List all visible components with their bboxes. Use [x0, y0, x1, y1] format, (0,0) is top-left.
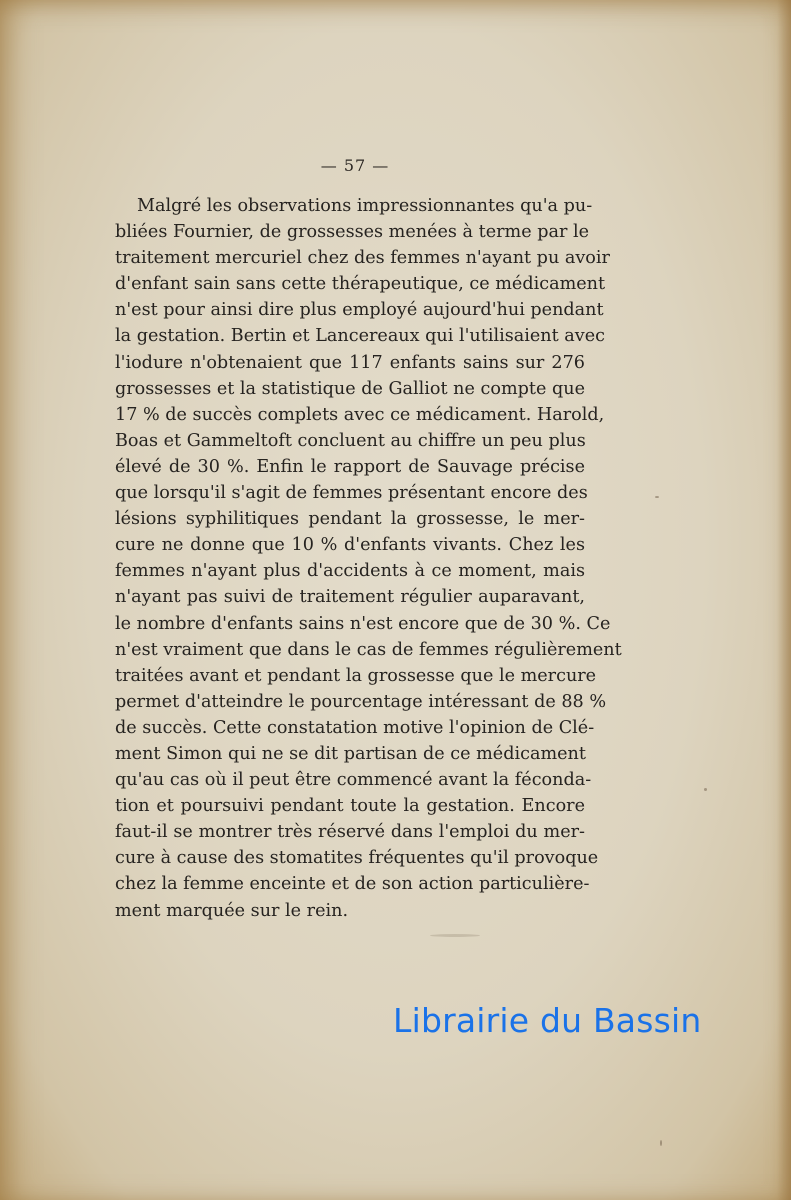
- page-edge-shadow: [777, 0, 791, 1200]
- text-line: que lorsqu'il s'agit de femmes présentant encore des: [115, 483, 588, 504]
- text-line: 17 % de succès complets avec ce médicament. Harold,: [115, 404, 605, 425]
- paper-speck: [430, 934, 480, 937]
- text-line: permet d'atteindre le pourcentage intéressant de 88 %: [115, 691, 607, 712]
- text-line: chez la femme enceinte et de son action particulière-: [115, 874, 590, 895]
- text-line: n'ayant pas suivi de traitement régulier auparavant,: [115, 587, 585, 608]
- paper-speck: [704, 788, 707, 791]
- text-line: Boas et Gammeltoft concluent au chiffre un peu plus: [115, 430, 586, 451]
- text-line: qu'au cas où il peut être commencé avant la féconda-: [115, 770, 592, 791]
- paper-speck: [655, 496, 659, 498]
- text-line: de succès. Cette constatation motive l'opinion de Clé-: [115, 717, 595, 738]
- text-line: grossesses et la statistique de Galliot ne compte que: [115, 378, 585, 399]
- watermark-text: Librairie du Bassin: [393, 1001, 702, 1040]
- page-number: — 57 —: [320, 156, 390, 175]
- text-line: cure à cause des stomatites fréquentes qu'il provoque: [115, 848, 599, 869]
- text-line: l'iodure n'obtenaient que 117 enfants sains sur 276: [115, 352, 585, 373]
- text-line: ment marquée sur le rein.: [115, 900, 349, 921]
- text-line: bliées Fournier, de grossesses menées à terme par le: [115, 222, 589, 243]
- text-line: ment Simon qui ne se dit partisan de ce médicament: [115, 743, 586, 764]
- text-line: n'est pour ainsi dire plus employé aujourd'hui pendant: [115, 300, 604, 321]
- text-line: Malgré les observations impressionnantes qu'a pu-: [137, 196, 593, 216]
- text-line: lésions syphilitiques pendant la grossesse, le mer-: [115, 509, 585, 530]
- text-line: le nombre d'enfants sains n'est encore que de 30 %. Ce: [115, 613, 611, 634]
- text-line: femmes n'ayant plus d'accidents à ce moment, mais: [115, 561, 585, 582]
- text-line: tion et poursuivi pendant toute la gestation. Encore: [115, 796, 585, 817]
- text-line: élevé de 30 %. Enfin le rapport de Sauvage précise: [115, 456, 585, 477]
- text-line: n'est vraiment que dans le cas de femmes régulièrement: [115, 639, 622, 660]
- text-line: traitées avant et pendant la grossesse que le mercure: [115, 665, 597, 686]
- text-line: la gestation. Bertin et Lancereaux qui l'utilisaient avec: [115, 326, 605, 347]
- body-paragraph: [115, 193, 622, 924]
- text-line: d'enfant sain sans cette thérapeutique, ce médicament: [115, 274, 606, 295]
- text-line: cure ne donne que 10 % d'enfants vivants. Chez les: [115, 535, 585, 556]
- paper-speck: [660, 1140, 662, 1146]
- text-line: faut-il se montrer très réservé dans l'emploi du mer-: [115, 822, 585, 843]
- text-line: traitement mercuriel chez des femmes n'ayant pu avoir: [115, 248, 610, 269]
